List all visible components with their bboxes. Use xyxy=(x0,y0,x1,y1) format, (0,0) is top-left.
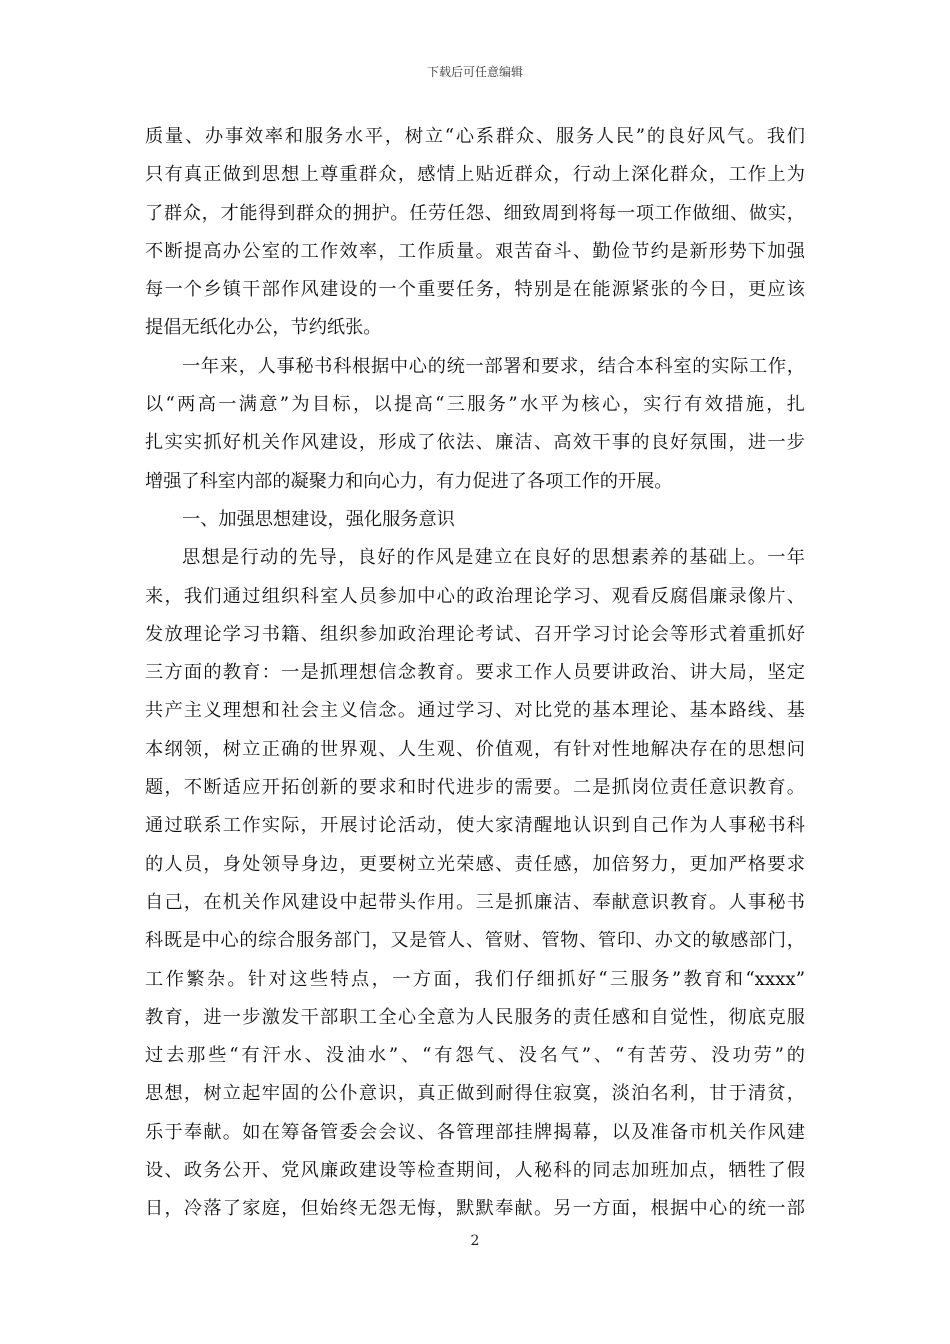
page-header: 下载后可任意编辑 xyxy=(426,65,523,79)
section-heading: 一、加强思想建设，强化服务意识 xyxy=(182,508,455,530)
text-line: 三方面的教育：一是抓理想信念教育。要求工作人员要讲政治、讲大局，坚定 xyxy=(145,662,805,684)
text-line: 设、政务公开、党风廉政建设等检查期间，人秘科的同志加班加点，牺牲了假 xyxy=(145,1160,805,1182)
text-line: 扎实实抓好机关作风建设，形成了依法、廉洁、高效干事的良好氛围，进一步 xyxy=(145,432,805,454)
text-line: 不断提高办公室的工作效率，工作质量。艰苦奋斗、勤俭节约是新形势下加强 xyxy=(145,240,805,262)
text-line: 科既是中心的综合服务部门，又是管人、管财、管物、管印、办文的敏感部门， xyxy=(145,930,805,952)
text-line: 发放理论学习书籍、组织参加政治理论考试、召开学习讨论会等形式着重抓好 xyxy=(145,623,805,645)
text-line: 的人员，身处领导身边，更要树立光荣感、责任感，加倍努力，更加严格要求 xyxy=(145,853,805,875)
text-line: 过去那些“有汗水、没油水”、“有怨气、没名气”、“有苦劳、没功劳”的 xyxy=(145,1045,805,1067)
text-line: 思想是行动的先导，良好的作风是建立在良好的思想素养的基础上。一年 xyxy=(182,547,805,569)
text-line: 一年来，人事秘书科根据中心的统一部署和要求，结合本科室的实际工作， xyxy=(182,355,805,377)
text-line: 日，冷落了家庭，但始终无怨无悔，默默奉献。另一方面，根据中心的统一部 xyxy=(145,1198,805,1220)
text-line: 只有真正做到思想上尊重群众，感情上贴近群众，行动上深化群众，工作上为 xyxy=(145,164,805,186)
text-line: 增强了科室内部的凝聚力和向心力，有力促进了各项工作的开展。 xyxy=(145,470,673,492)
text-line: 工作繁杂。针对这些特点，一方面，我们仔细抓好“三服务”教育和“xxxx” xyxy=(145,968,805,990)
text-line: 思想，树立起牢固的公仆意识，真正做到耐得住寂寞，淡泊名利，甘于清贫， xyxy=(145,1083,805,1105)
text-line: 本纲领，树立正确的世界观、人生观、价值观，有针对性地解决存在的思想问 xyxy=(145,738,805,760)
text-line: 题，不断适应开拓创新的要求和时代进步的需要。二是抓岗位责任意识教育。 xyxy=(145,777,805,799)
text-line: 来，我们通过组织科室人员参加中心的政治理论学习、观看反腐倡廉录像片、 xyxy=(145,585,805,607)
text-line: 乐于奉献。如在筹备管委会会议、各管理部挂牌揭幕，以及准备市机关作风建 xyxy=(145,1121,805,1143)
page-number: 2 xyxy=(470,1233,480,1249)
text-line: 了群众，才能得到群众的拥护。任劳任怨、细致周到将每一项工作做细、做实， xyxy=(145,202,805,224)
document-body xyxy=(145,118,805,1229)
text-line: 共产主义理想和社会主义信念。通过学习、对比党的基本理论、基本路线、基 xyxy=(145,700,805,722)
text-line: 自己，在机关作风建设中起带头作用。三是抓廉洁、奉献意识教育。人事秘书 xyxy=(145,891,805,913)
text-line: 通过联系工作实际，开展讨论活动，使大家清醒地认识到自己作为人事秘书科 xyxy=(145,815,805,837)
text-line: 教育，进一步激发干部职工全心全意为人民服务的责任感和自觉性，彻底克服 xyxy=(145,1006,805,1028)
text-line: 以“两高一满意”为目标，以提高“三服务”水平为核心，实行有效措施，扎 xyxy=(145,394,805,416)
text-line: 提倡无纸化办公，节约纸张。 xyxy=(145,317,382,339)
text-line: 质量、办事效率和服务水平，树立“心系群众、服务人民”的良好风气。我们 xyxy=(145,126,805,147)
text-line: 每一个乡镇干部作风建设的一个重要任务，特别是在能源紧张的今日，更应该 xyxy=(145,279,805,301)
